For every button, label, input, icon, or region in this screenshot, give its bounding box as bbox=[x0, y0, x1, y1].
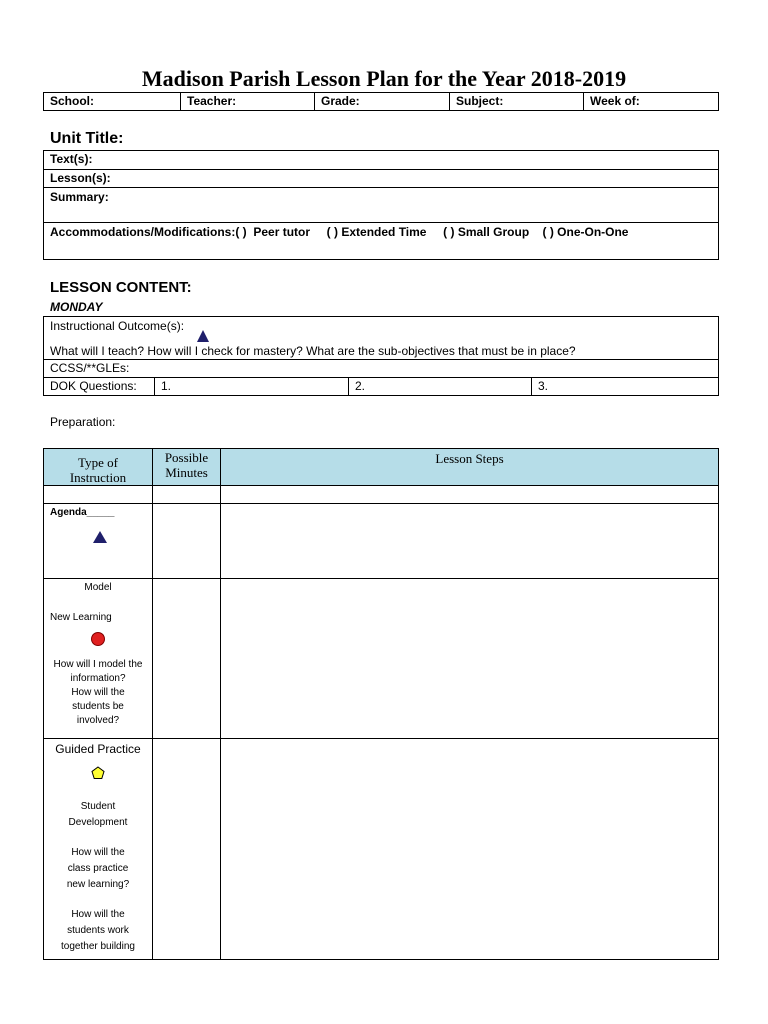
blank-type-cell[interactable] bbox=[44, 486, 153, 504]
lesson-steps-header: Lesson Steps bbox=[221, 449, 719, 486]
lesson-content-heading: LESSON CONTENT: bbox=[50, 279, 192, 296]
model-question-1: How will I model the information? bbox=[53, 659, 143, 684]
guided-practice-label: Guided Practice bbox=[55, 742, 141, 756]
outcome-label: Instructional Outcome(s): bbox=[50, 319, 185, 333]
teacher-field[interactable]: Teacher: bbox=[181, 93, 315, 111]
guided-minutes-cell[interactable] bbox=[153, 739, 221, 960]
agenda-steps-cell[interactable] bbox=[221, 504, 719, 579]
dok-question-2[interactable]: 2. bbox=[349, 378, 532, 396]
guided-steps-cell[interactable] bbox=[221, 739, 719, 960]
guided-question-1: How will the class practice new learning? bbox=[66, 847, 130, 890]
unit-title-label: Unit Title: bbox=[50, 130, 124, 147]
navy-triangle-icon bbox=[196, 329, 210, 343]
outcome-question: What will I teach? How will I check for mastery? What are the sub-objectives that must be in place? bbox=[50, 344, 576, 358]
agenda-minutes-cell[interactable] bbox=[153, 504, 221, 579]
school-field[interactable]: School: bbox=[44, 93, 181, 111]
possible-minutes-header: Possible Minutes bbox=[153, 449, 221, 486]
guided-question-2: How will the students work together building bbox=[61, 909, 135, 952]
type-of-instruction-header: Type of Instruction bbox=[44, 449, 153, 486]
unit-info-table bbox=[43, 150, 719, 260]
dok-question-1[interactable]: 1. bbox=[155, 378, 349, 396]
dok-label: DOK Questions: bbox=[44, 378, 155, 396]
dok-question-3[interactable]: 3. bbox=[532, 378, 719, 396]
accommodations-field[interactable]: Accommodations/Modifications:( ) Peer tutor ( ) Extended Time ( ) Small Group ( ) One-On-One bbox=[44, 223, 719, 260]
ccss-field[interactable]: CCSS/**GLEs: bbox=[44, 360, 719, 378]
model-steps-cell[interactable] bbox=[221, 579, 719, 739]
agenda-label: Agenda_____ bbox=[50, 507, 115, 518]
model-minutes-cell[interactable] bbox=[153, 579, 221, 739]
grade-field[interactable]: Grade: bbox=[315, 93, 450, 111]
student-development-label: Student Development bbox=[68, 801, 128, 828]
yellow-pentagon-icon bbox=[90, 765, 106, 781]
page-title: Madison Parish Lesson Plan for the Year 2018-2019 bbox=[141, 66, 627, 91]
header-fields-table bbox=[43, 92, 719, 111]
week-of-field[interactable]: Week of: bbox=[584, 93, 719, 111]
texts-field[interactable]: Text(s): bbox=[44, 151, 719, 170]
model-question-2: How will the students be involved? bbox=[71, 687, 125, 726]
preparation-label: Preparation: bbox=[50, 415, 116, 429]
blank-minutes-cell[interactable] bbox=[153, 486, 221, 504]
new-learning-label: New Learning bbox=[50, 612, 112, 623]
subject-field[interactable]: Subject: bbox=[450, 93, 584, 111]
lesson-steps-table bbox=[43, 448, 719, 960]
guided-practice-cell[interactable] bbox=[44, 739, 153, 960]
outcome-table bbox=[43, 316, 719, 396]
blank-steps-cell[interactable] bbox=[221, 486, 719, 504]
red-circle-icon bbox=[90, 631, 106, 647]
model-label: Model bbox=[84, 582, 112, 593]
instructional-outcome-field[interactable] bbox=[44, 317, 719, 360]
day-label: MONDAY bbox=[50, 300, 103, 314]
agenda-cell[interactable] bbox=[44, 504, 153, 579]
model-cell[interactable] bbox=[44, 579, 153, 739]
lessons-field[interactable]: Lesson(s): bbox=[44, 170, 719, 188]
navy-triangle-icon bbox=[92, 530, 108, 544]
summary-field[interactable]: Summary: bbox=[44, 188, 719, 223]
